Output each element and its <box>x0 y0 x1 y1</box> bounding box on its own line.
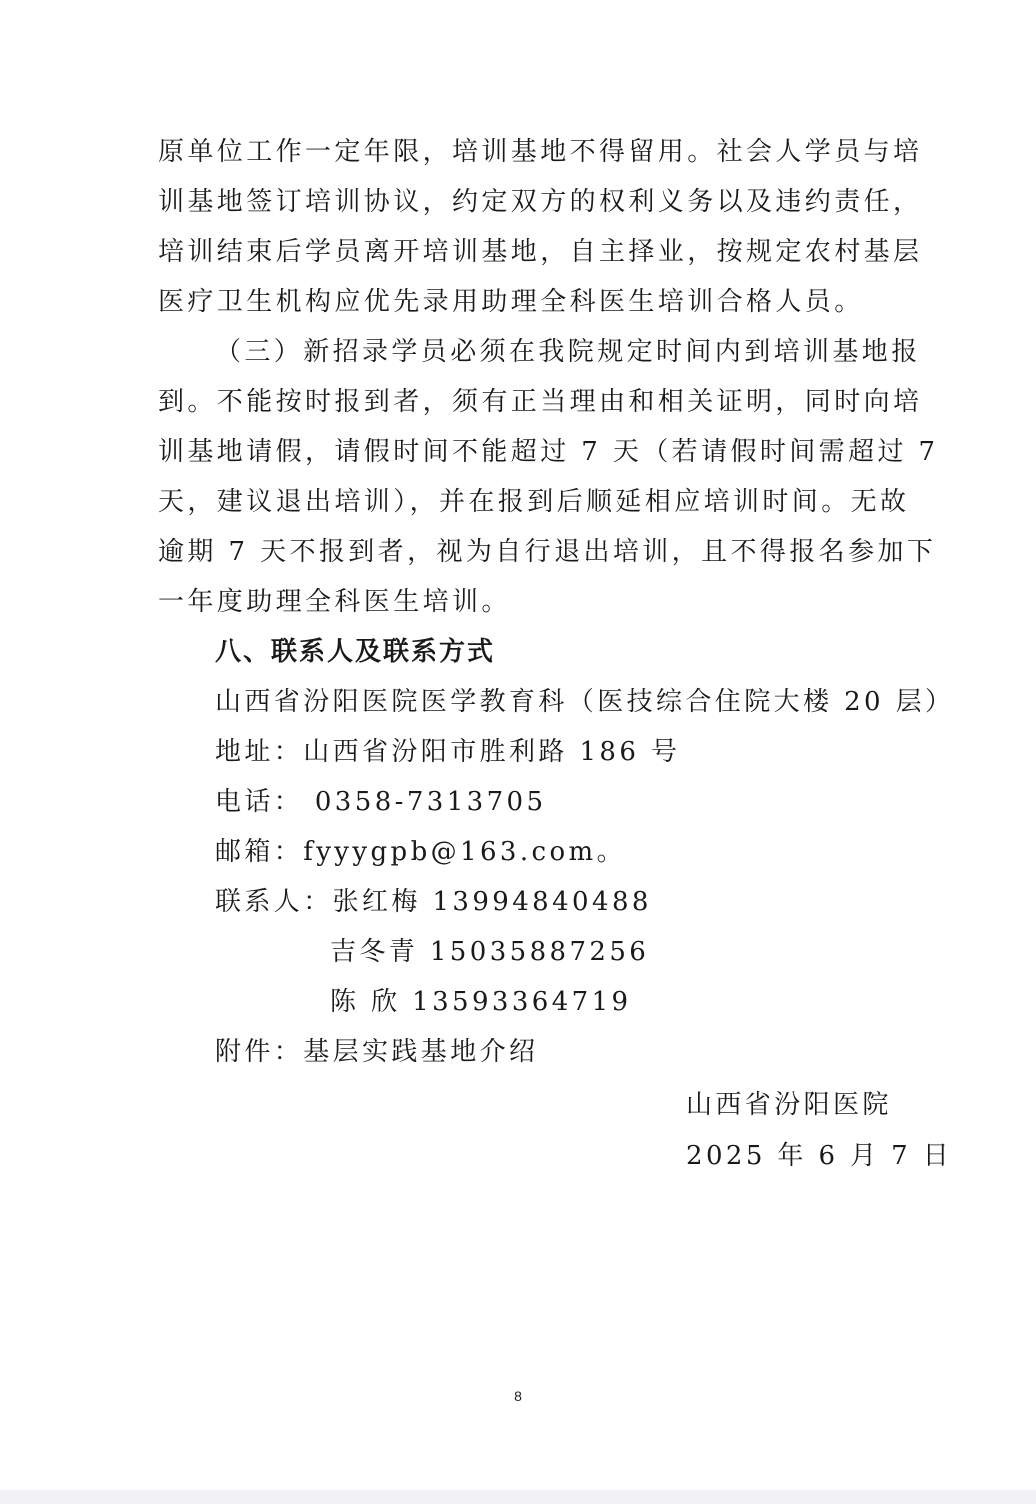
contact-phone: 电话： 0358-7313705 <box>215 787 547 817</box>
paragraph-line: 医疗卫生机构应优先录用助理全科医生培训合格人员。 <box>158 287 864 317</box>
paragraph-line: 原单位工作一定年限，培训基地不得留用。社会人学员与培 <box>158 137 923 167</box>
attachment-note: 附件：基层实践基地介绍 <box>215 1037 539 1067</box>
signature-org: 山西省汾阳医院 <box>686 1090 892 1120</box>
signature-date: 2025 年 6 月 7 日 <box>686 1141 953 1171</box>
contact-person-1: 联系人：张红梅 13994840488 <box>215 887 652 917</box>
paragraph-line: 逾期 7 天不报到者，视为自行退出培训，且不得报名参加下 <box>158 537 937 567</box>
contact-department: 山西省汾阳医院医学教育科（医技综合住院大楼 20 层） <box>215 687 955 717</box>
section-heading: 八、联系人及联系方式 <box>215 637 496 667</box>
page-bottom-edge <box>0 1490 1036 1504</box>
contact-person-3: 陈 欣 13593364719 <box>330 987 632 1017</box>
paragraph-line: 到。不能按时报到者，须有正当理由和相关证明，同时向培 <box>158 387 923 417</box>
contact-address: 地址：山西省汾阳市胜利路 186 号 <box>215 737 681 767</box>
paragraph-line: 培训结束后学员离开培训基地，自主择业，按规定农村基层 <box>158 237 923 267</box>
page-number: 8 <box>514 1388 522 1404</box>
paragraph-line: 训基地请假，请假时间不能超过 7 天（若请假时间需超过 7 <box>158 437 939 467</box>
contact-email: 邮箱：fyyygpb@163.com。 <box>215 837 626 867</box>
paragraph-line: （三）新招录学员必须在我院规定时间内到培训基地报 <box>215 337 921 367</box>
contact-person-2: 吉冬青 15035887256 <box>330 937 650 967</box>
paragraph-line: 一年度助理全科医生培训。 <box>158 587 511 617</box>
paragraph-line: 训基地签订培训协议，约定双方的权利义务以及违约责任， <box>158 187 923 217</box>
paragraph-line: 天，建议退出培训），并在报到后顺延相应培训时间。无故 <box>158 487 910 517</box>
